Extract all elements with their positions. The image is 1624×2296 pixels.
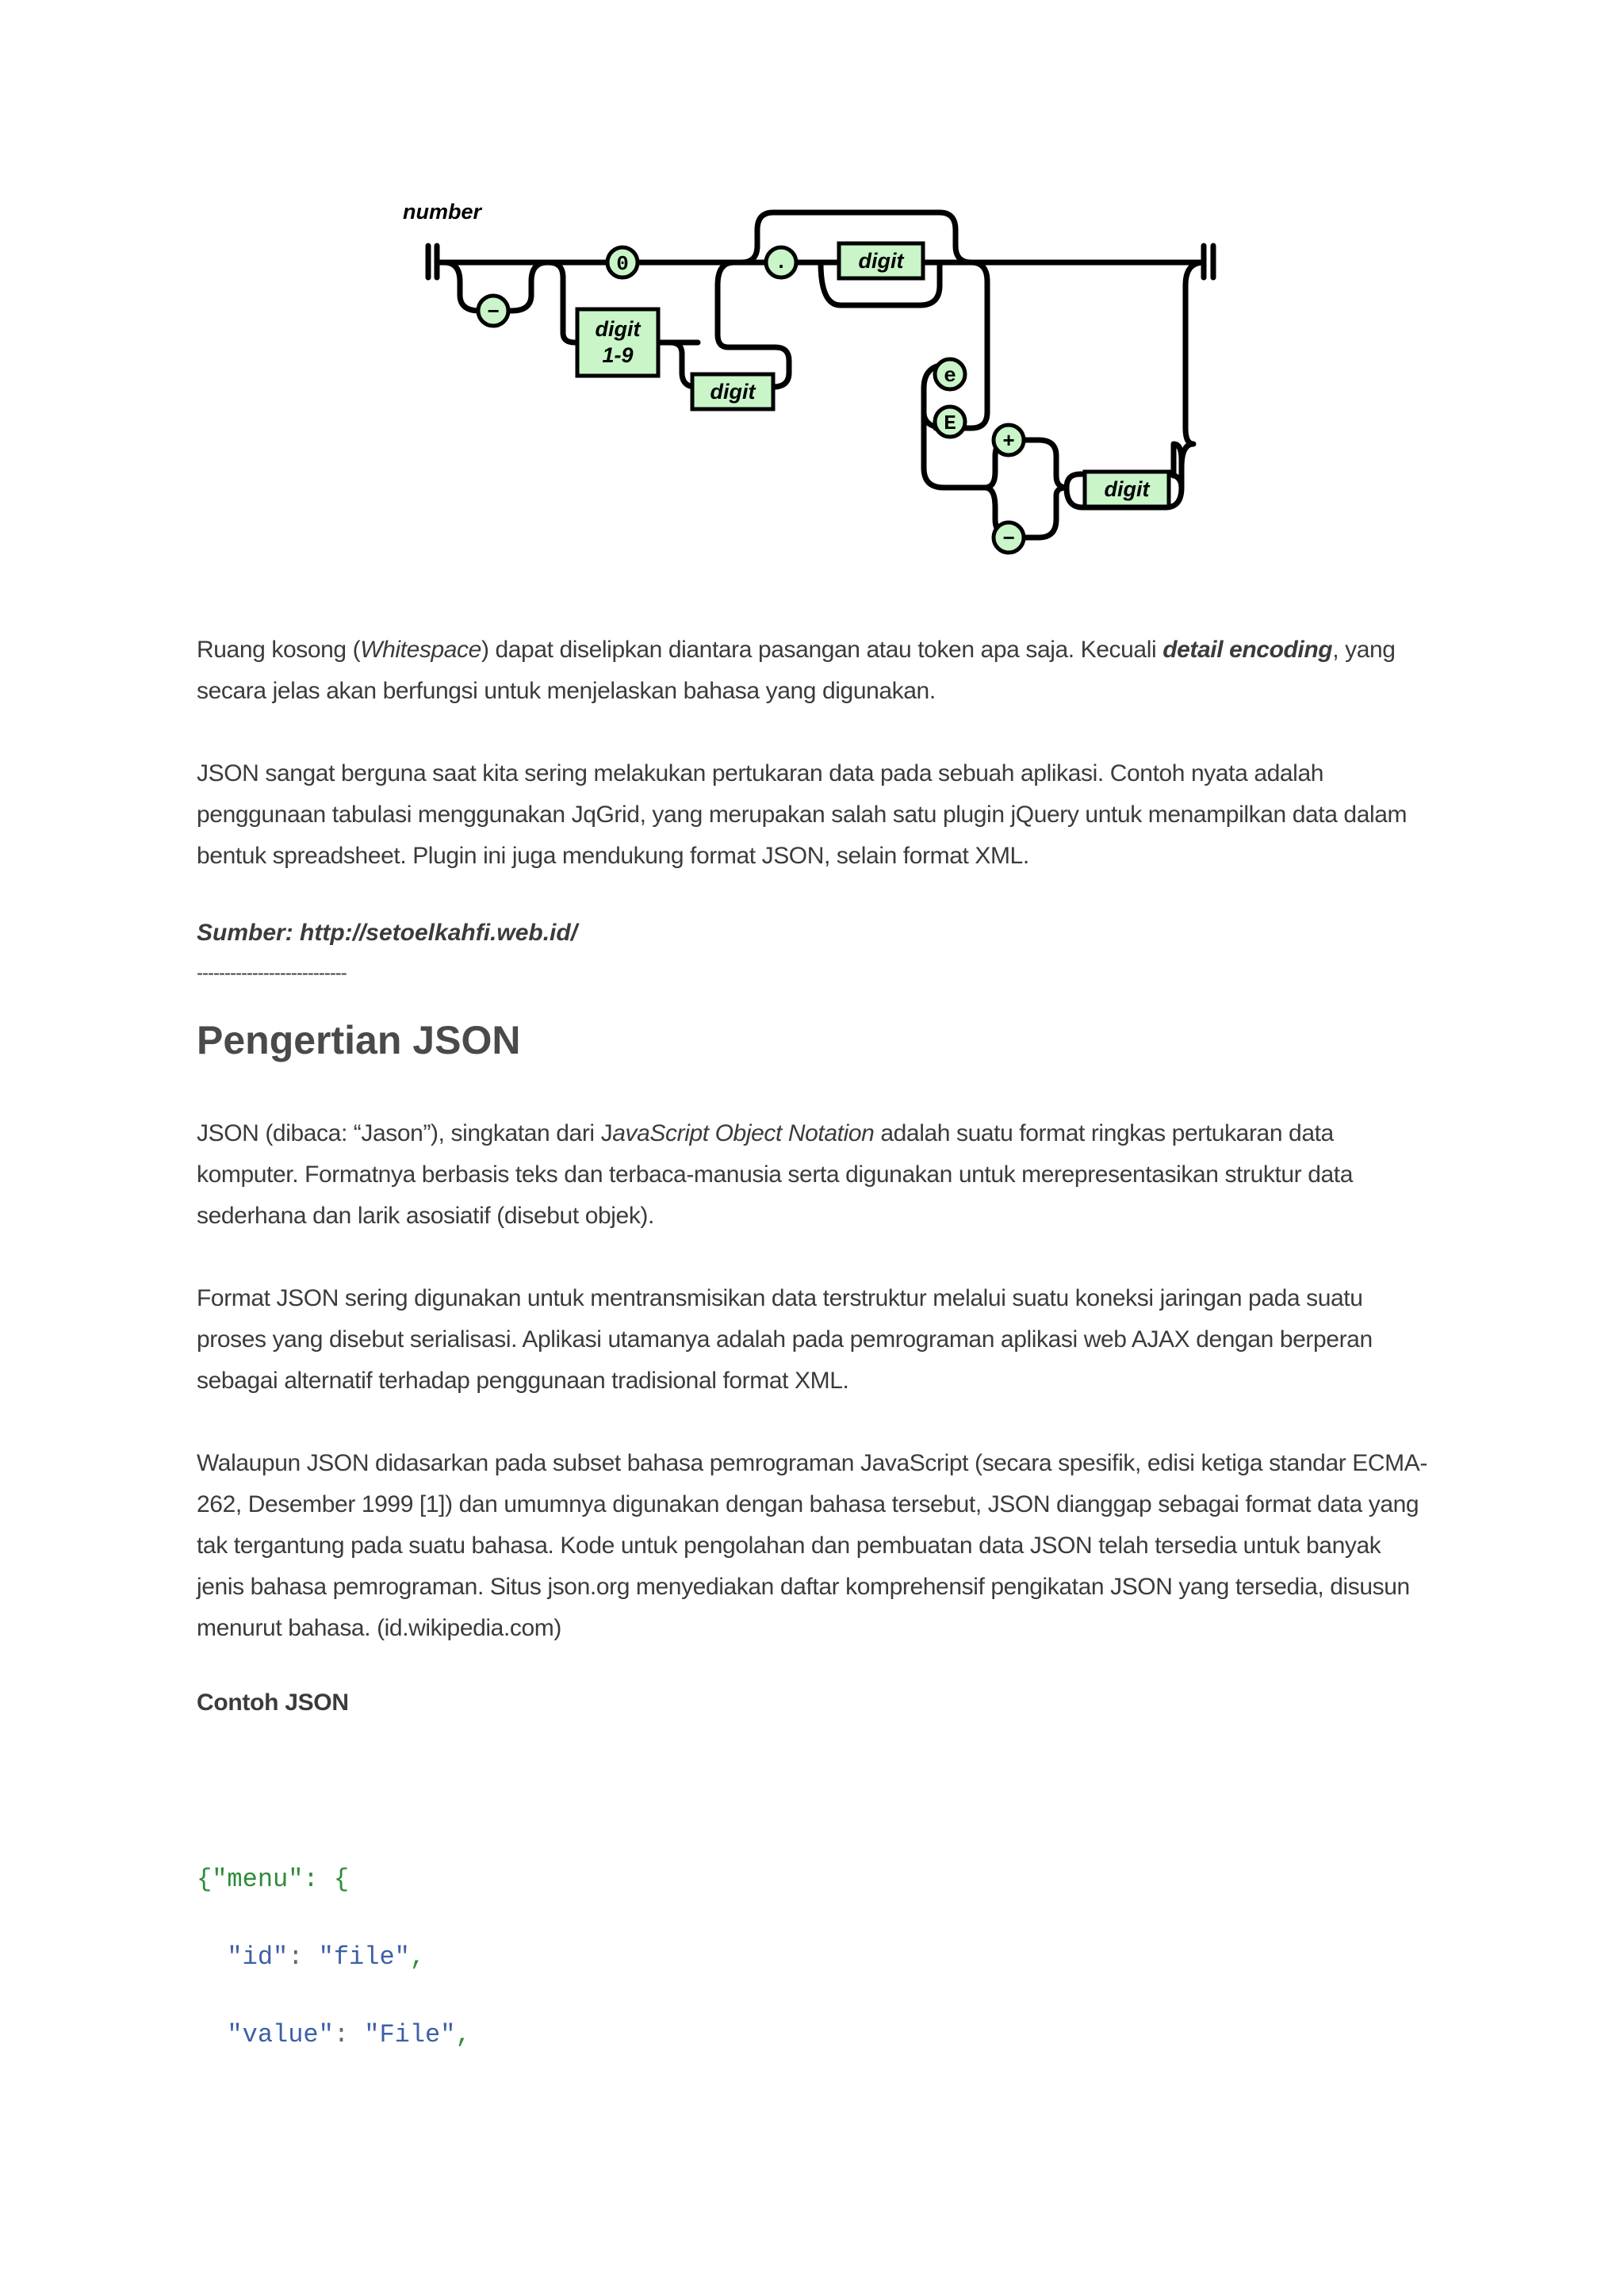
- p1-detail-encoding: detail encoding: [1162, 637, 1333, 663]
- p1-text-2: ) dapat diselipkan diantara pasangan atau token apa saja. Kecuali: [481, 637, 1163, 663]
- code-line-3: [197, 1996, 471, 2074]
- section-heading: Pengertian JSON: [197, 1018, 521, 1062]
- p1-whitespace-term: Whitespace: [360, 637, 481, 663]
- code-key-menu: "menu": [212, 1865, 304, 1894]
- diagram-digit-1-9-label-bottom: 1-9: [602, 343, 634, 367]
- diagram-e-lower-label: e: [944, 364, 956, 388]
- diagram-e-upper-label: E: [944, 411, 956, 435]
- code-comma: ,: [455, 2020, 471, 2049]
- code-line-1: [197, 1841, 471, 1919]
- diagram-digit-exp-label: digit: [1104, 477, 1150, 501]
- diagram-digit-frac-label: digit: [858, 249, 904, 273]
- code-indent: [197, 2020, 227, 2049]
- diagram-dot-label: .: [775, 251, 787, 274]
- paragraph-javascript-subset: [197, 1443, 1434, 1649]
- diagram-zero-label: 0: [616, 252, 629, 276]
- p2-text: JSON sangat berguna saat kita sering melakukan pertukaran data pada sebuah aplikasi. Contoh nyata adalah penggunaan tabulasi menggunakan JqGrid, yang merupakan salah satu plugin jQuery untuk menampilkan data dalam bentuk spreadsheet. Plugin ini juga mendukung format JSON, selain format XML.: [197, 760, 1408, 869]
- code-colon: :: [333, 2020, 365, 2049]
- diagram-plus-label: +: [1002, 430, 1015, 453]
- code-value-file-cap: "File": [364, 2020, 456, 2049]
- p1-text-3: , yang secara jelas akan berfungsi untuk menjelaskan bahasa yang digunakan.: [197, 637, 1396, 704]
- json-code-example: [197, 1841, 471, 2074]
- divider-line: ---------------------------: [197, 962, 347, 984]
- code-line-2: [197, 1919, 471, 1996]
- paragraph-serialization: [197, 1278, 1434, 1402]
- code-indent: [197, 1942, 227, 1972]
- code-colon: :: [288, 1942, 319, 1972]
- code-colon: :: [303, 1865, 334, 1894]
- code-key-value: "value": [227, 2020, 334, 2049]
- code-comma: ,: [409, 1942, 426, 1972]
- diagram-minus-exp-label: −: [1002, 527, 1015, 551]
- code-brace-open: {: [197, 1865, 213, 1894]
- p1-text-1: Ruang kosong (: [197, 637, 361, 663]
- code-brace-inner: {: [333, 1865, 350, 1894]
- example-subheading: Contoh JSON: [197, 1689, 349, 1716]
- diagram-minus-label: −: [487, 300, 500, 324]
- paragraph-definition: [197, 1113, 1434, 1237]
- p3-text-2: adalah suatu format ringkas pertukaran data komputer. Formatnya berbasis teks dan terbaca-manusia serta digunakan untuk merepresentasikan struktur data sederhana dan larik asosiatif (disebut objek).: [197, 1120, 1353, 1229]
- p3-text-1: JSON (dibaca: “Jason”), singkatan dari J: [197, 1120, 613, 1146]
- json-number-railroad-diagram: [389, 190, 1237, 571]
- diagram-digit-1-9-label-top: digit: [595, 317, 641, 341]
- code-value-file: "file": [318, 1942, 410, 1972]
- p5-text: Walaupun JSON didasarkan pada subset bahasa pemrograman JavaScript (secara spesifik, edisi ketiga standar ECMA-262, Desember 1999 [1]) dan umumnya digunakan dengan bahasa tersebut, JSON dianggap sebagai format data yang tak tergantung pada suatu bahasa. Kode untuk pengolahan dan pembuatan data JSON telah tersedia untuk banyak jenis bahasa pemrograman. Situs json.org menyediakan daftar komprehensif pengikatan JSON yang tersedia, disusun menurut bahasa. (id.wikipedia.com): [197, 1450, 1427, 1641]
- p4-text: Format JSON sering digunakan untuk mentransmisikan data terstruktur melalui suatu koneksi jaringan pada suatu proses yang disebut serialisasi. Aplikasi utamanya adalah pada pemrograman aplikasi web AJAX dengan berperan sebagai alternatif terhadap penggunaan tradisional format XML.: [197, 1285, 1373, 1394]
- diagram-title: number: [403, 200, 482, 224]
- code-key-id: "id": [227, 1942, 289, 1972]
- paragraph-jqgrid: [197, 753, 1434, 877]
- diagram-digit-int-label: digit: [710, 380, 756, 404]
- p3-italic-term: avaScript Object Notation: [612, 1120, 875, 1146]
- source-line: Sumber: http://setoelkahfi.web.id/: [197, 920, 578, 946]
- paragraph-whitespace: [197, 629, 1434, 712]
